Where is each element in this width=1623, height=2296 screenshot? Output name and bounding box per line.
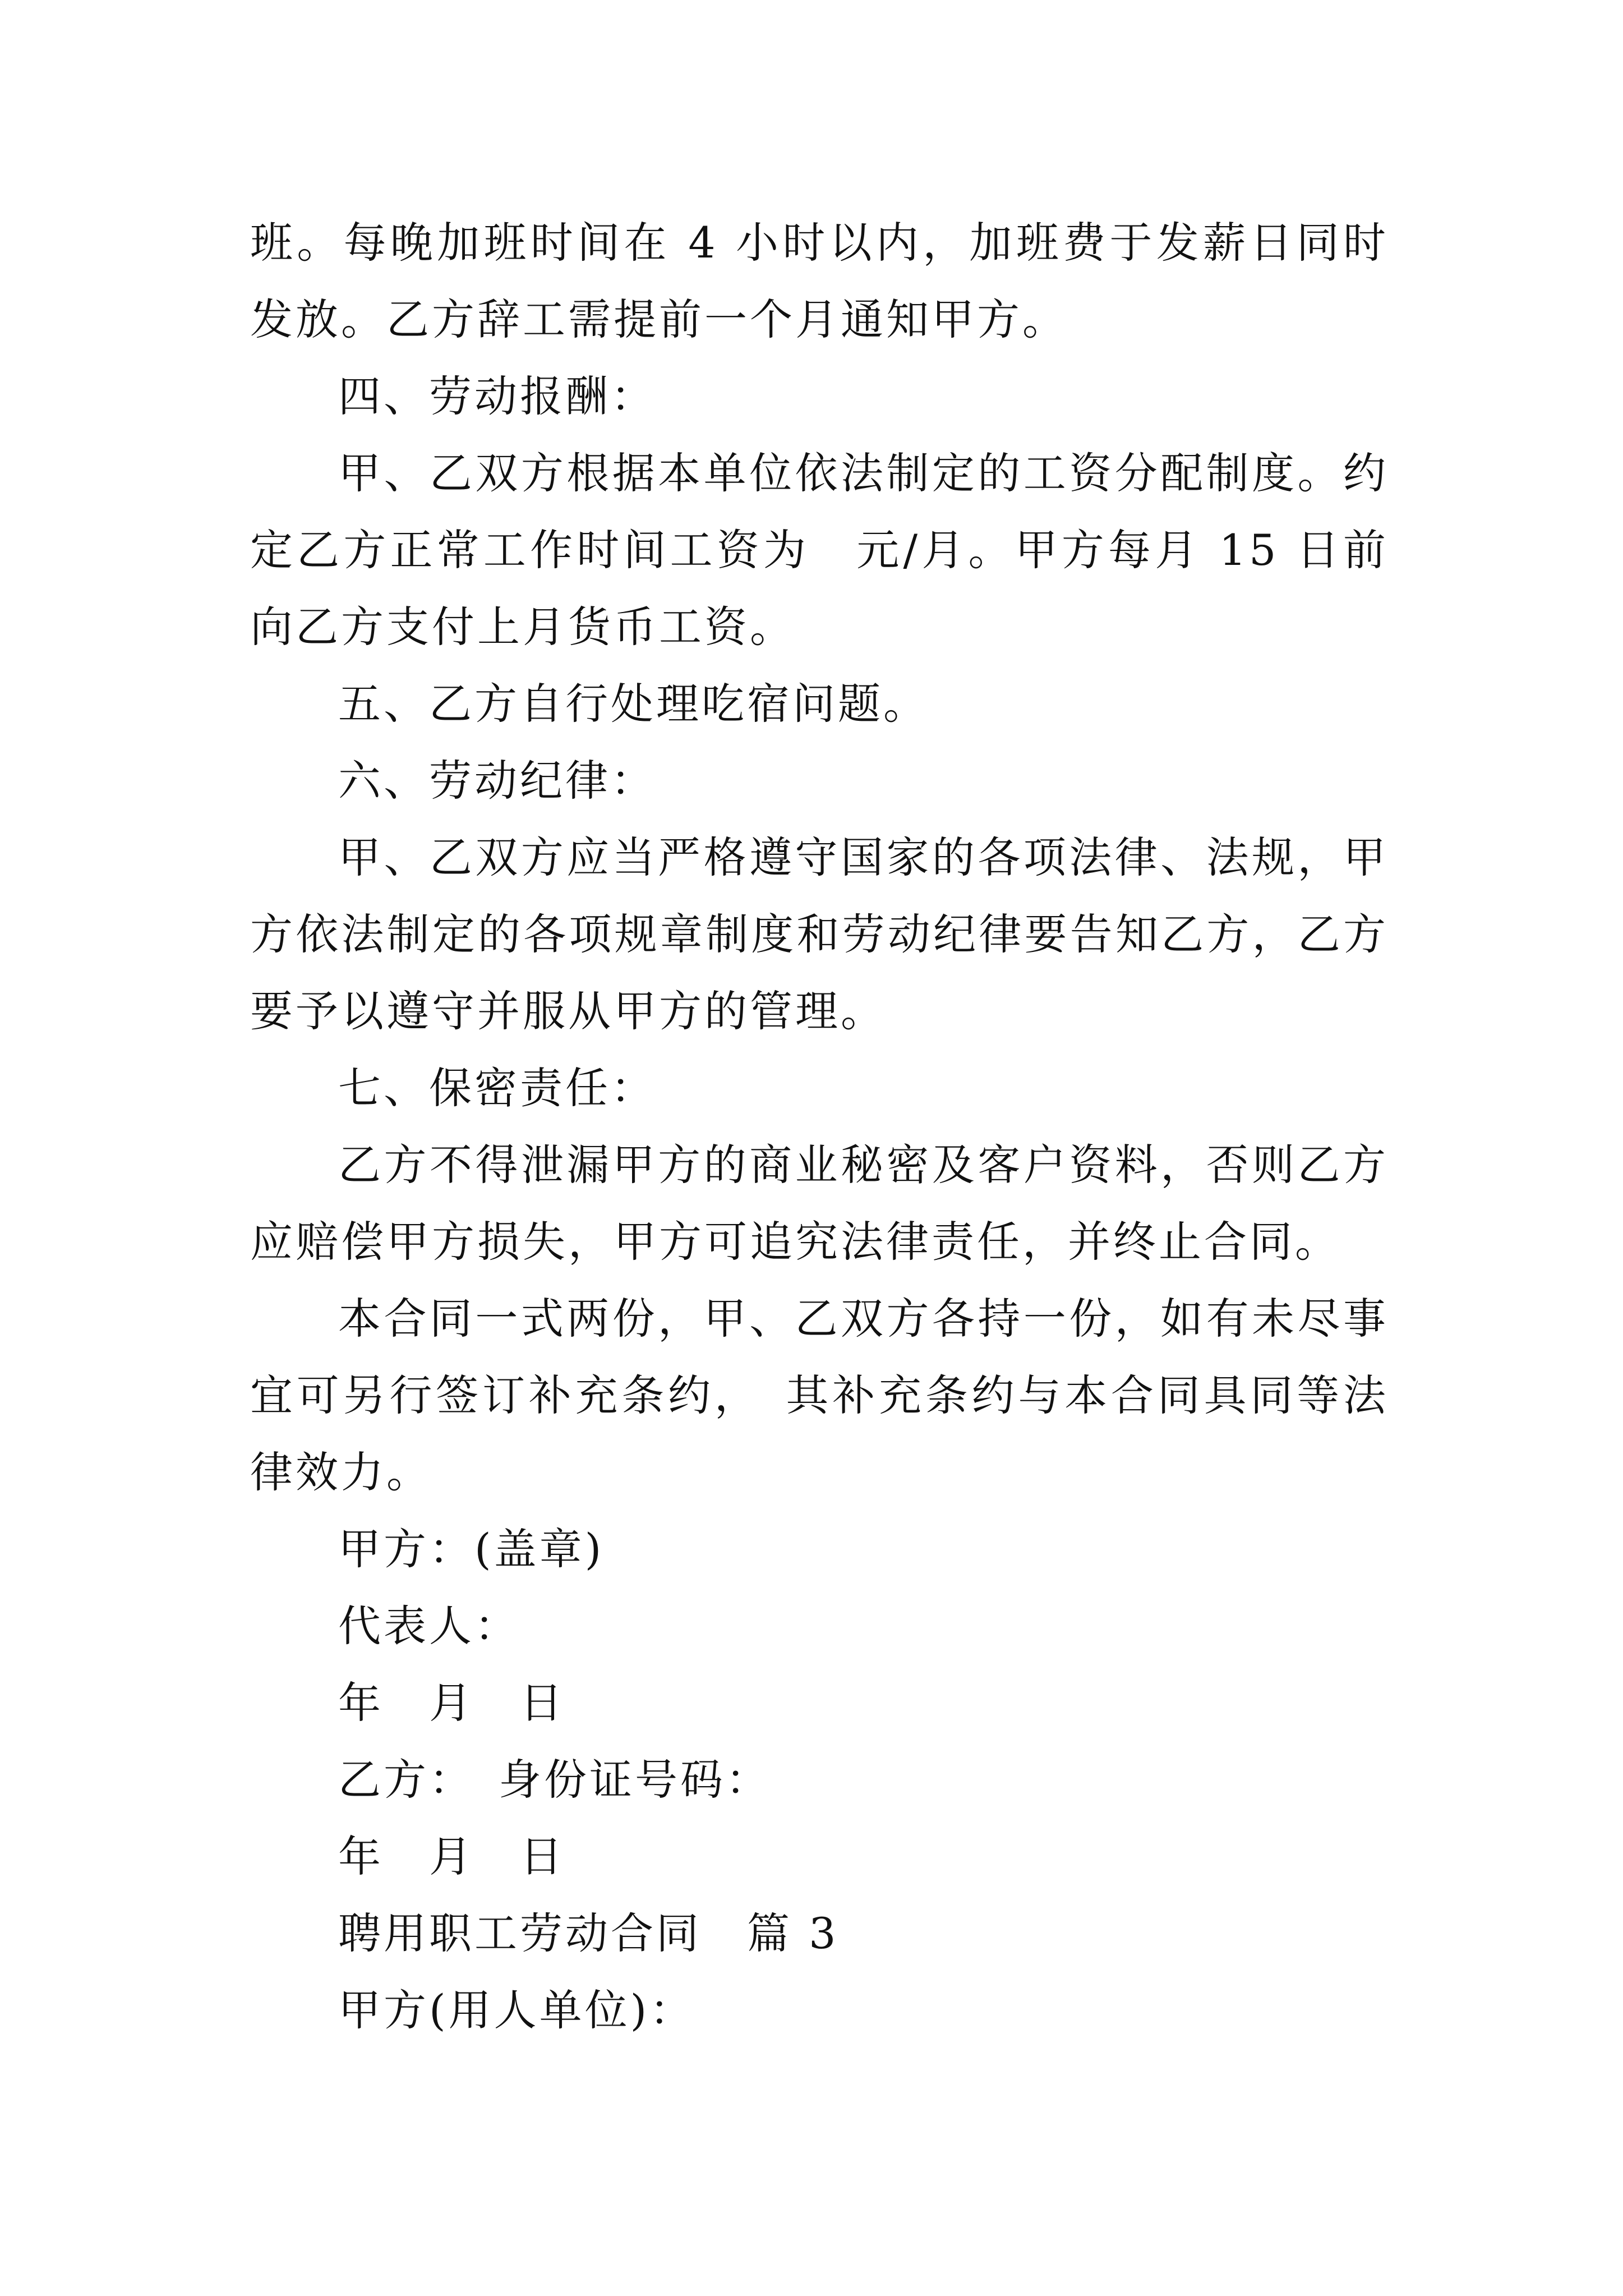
paragraph-copies: 本合同一式两份，甲、乙双方各持一份，如有未尽事宜可另行签订补充条约， 其补充条约与本合同具同等法律效力。 xyxy=(250,1294,1389,1497)
party-a-employer-line: 甲方(用人单位)： xyxy=(338,1985,695,2035)
heading-confidentiality: 七、保密责任： xyxy=(338,1063,656,1113)
heading-labor-discipline: 六、劳动纪律： xyxy=(338,756,656,806)
representative-line: 代表人： xyxy=(338,1601,520,1651)
paragraph-wages: 甲、乙双方根据本单位依法制定的工资分配制度。约定乙方正常工作时间工资为 元/月。甲方每月 15 日前向乙方支付上月货币工资。 xyxy=(250,448,1389,652)
paragraph-meals-lodging: 五、乙方自行处理吃宿问题。 xyxy=(338,679,929,729)
section-title-contract-3: 聘用职工劳动合同 篇 3 xyxy=(338,1908,839,1958)
paragraph-confidentiality: 乙方不得泄漏甲方的商业秘密及客户资料，否则乙方应赔偿甲方损失，甲方可追究法律责任，并终止合同。 xyxy=(250,1140,1389,1267)
document-page xyxy=(250,204,1389,2049)
heading-labor-remuneration: 四、劳动报酬： xyxy=(338,371,656,421)
date-line-a: 年 月 日 xyxy=(338,1678,565,1728)
date-line-b: 年 月 日 xyxy=(338,1832,565,1881)
party-b-id-line: 乙方： 身份证号码： xyxy=(338,1755,771,1805)
paragraph-overtime-continuation: 班。每晚加班时间在 4 小时以内，加班费于发薪日同时发放。乙方辞工需提前一个月通知甲方。 xyxy=(250,218,1389,344)
party-a-seal: 甲方：(盖章) xyxy=(338,1524,605,1574)
paragraph-discipline: 甲、乙双方应当严格遵守国家的各项法律、法规，甲方依法制定的各项规章制度和劳动纪律要告知乙方，乙方要予以遵守并服从甲方的管理。 xyxy=(250,832,1389,1036)
